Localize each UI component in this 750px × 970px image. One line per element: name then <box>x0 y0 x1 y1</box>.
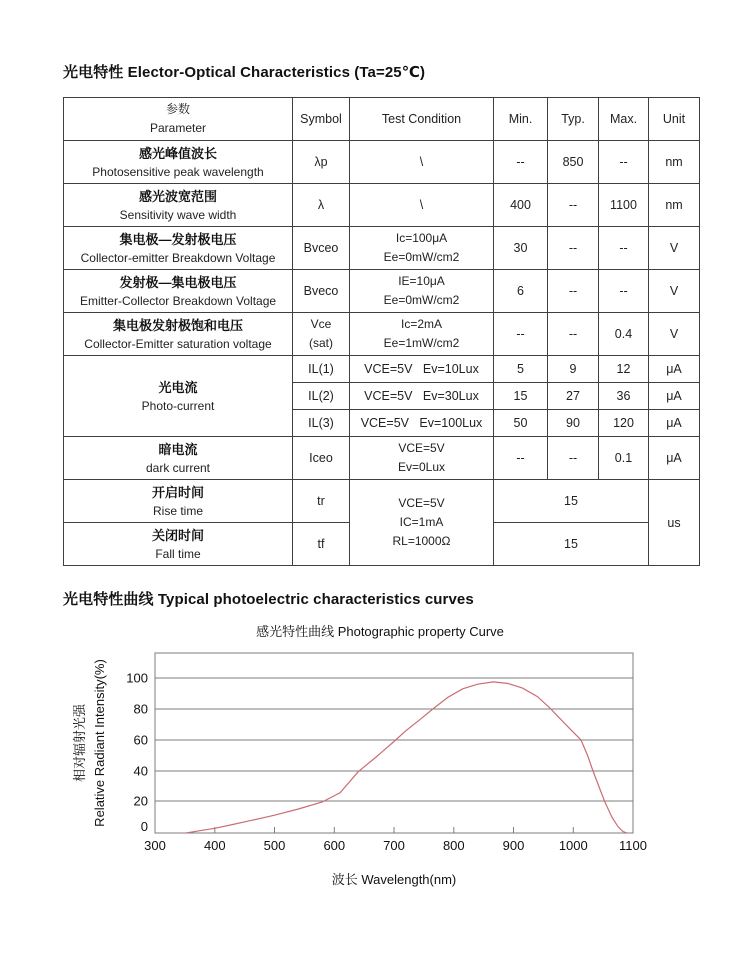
x-label-1100: 1100 <box>619 838 647 853</box>
header-test-condition: Test Condition <box>350 98 494 141</box>
param-cell: 发射极—集电极电压 Emitter-Collector Breakdown Voltage <box>64 270 293 313</box>
param-cell: 关闭时间 Fall time <box>64 523 293 566</box>
unit-cell: μA <box>649 356 700 383</box>
row-sensitivity-range <box>64 184 700 227</box>
param-cell: 集电极发射极饱和电压 Collector-Emitter saturation voltage <box>64 313 293 356</box>
x-label-900: 900 <box>502 838 525 853</box>
min-cell: -- <box>494 313 548 356</box>
y-axis-label-en: Relative Radiant Intensity(%) <box>92 659 107 827</box>
typ-cell: -- <box>548 270 599 313</box>
x-label-700: 700 <box>383 838 405 853</box>
photographic-property-chart <box>55 643 705 903</box>
response-curve <box>186 682 627 833</box>
symbol-cell: λp <box>293 141 350 184</box>
gridlines <box>155 678 633 801</box>
unit-cell: μA <box>649 437 700 480</box>
max-cell: 12 <box>599 356 649 383</box>
typ-cell: 9 <box>548 356 599 383</box>
max-cell: -- <box>599 141 649 184</box>
max-cell: 1100 <box>599 184 649 227</box>
min-cell: -- <box>494 141 548 184</box>
symbol-cell: Bveco <box>293 270 350 313</box>
row-bvceo <box>64 227 700 270</box>
y-label-20: 20 <box>133 793 148 809</box>
typ-cell: -- <box>548 227 599 270</box>
y-label-40: 40 <box>133 763 148 779</box>
header-min: Min. <box>494 98 548 141</box>
row-photocurrent-il1 <box>64 356 700 383</box>
min-cell: 15 <box>494 383 548 410</box>
typ-cell: -- <box>548 313 599 356</box>
symbol-cell: tr <box>293 480 350 523</box>
row-rise-time <box>64 480 700 523</box>
condition-cell: VCE=5V Ev=100Lux <box>350 410 494 437</box>
min-cell: 30 <box>494 227 548 270</box>
unit-cell-switching: us <box>649 480 700 566</box>
condition-cell: VCE=5V Ev=0Lux <box>350 437 494 480</box>
unit-cell: μA <box>649 383 700 410</box>
symbol-cell: IL(2) <box>293 383 350 410</box>
param-cell: 开启时间 Rise time <box>64 480 293 523</box>
param-cell-photocurrent: 光电流 Photo-current <box>64 356 293 437</box>
condition-cell: Ic=2mA Ee=1mW/cm2 <box>350 313 494 356</box>
header-parameter-en: Parameter <box>149 121 207 135</box>
header-max: Max. <box>599 98 649 141</box>
y-tick-labels <box>126 671 148 835</box>
min-cell: 6 <box>494 270 548 313</box>
x-tick-labels <box>144 838 647 853</box>
x-label-500: 500 <box>263 838 286 853</box>
unit-cell: nm <box>649 141 700 184</box>
condition-cell: VCE=5V Ev=30Lux <box>350 383 494 410</box>
row-bveco <box>64 270 700 313</box>
x-label-800: 800 <box>442 838 465 853</box>
typ-cell: 850 <box>548 141 599 184</box>
x-tick-marks <box>215 827 574 833</box>
y-label-0: 0 <box>140 819 148 834</box>
param-cell: 感光峰值波长 Photosensitive peak wavelength <box>64 141 293 184</box>
characteristics-table-wrapper <box>63 97 700 566</box>
header-typ: Typ. <box>548 98 599 141</box>
max-cell: 120 <box>599 410 649 437</box>
symbol-cell: tf <box>293 523 350 566</box>
symbol-cell: Bvceo <box>293 227 350 270</box>
min-cell: 400 <box>494 184 548 227</box>
unit-cell: V <box>649 270 700 313</box>
x-axis-label: 波长 Wavelength(nm) <box>331 872 457 887</box>
section-title-curves: 光电特性曲线 Typical photoelectric characteristics curves <box>63 591 474 608</box>
param-cell: 集电极—发射极电压 Collector-emitter Breakdown Voltage <box>64 227 293 270</box>
unit-cell: μA <box>649 410 700 437</box>
max-cell: 0.4 <box>599 313 649 356</box>
max-cell: -- <box>599 227 649 270</box>
y-label-60: 60 <box>133 732 148 748</box>
x-label-1000: 1000 <box>558 838 588 853</box>
y-label-80: 80 <box>133 701 148 717</box>
condition-cell: \ <box>350 184 494 227</box>
condition-cell: Ic=100μA Ee=0mW/cm2 <box>350 227 494 270</box>
row-peak-wavelength <box>64 141 700 184</box>
x-label-600: 600 <box>323 838 346 853</box>
y-label-100: 100 <box>126 670 148 686</box>
max-cell: -- <box>599 270 649 313</box>
typ-cell: -- <box>548 437 599 480</box>
x-label-400: 400 <box>203 838 226 853</box>
symbol-cell: IL(3) <box>293 410 350 437</box>
header-parameter-zh: 参数 <box>165 102 190 116</box>
x-label-300: 300 <box>144 838 166 853</box>
symbol-cell: λ <box>293 184 350 227</box>
header-parameter <box>64 98 293 141</box>
typ-cell: 27 <box>548 383 599 410</box>
min-cell: -- <box>494 437 548 480</box>
symbol-cell: Iceo <box>293 437 350 480</box>
table-header-row <box>64 98 700 141</box>
typ-cell: -- <box>548 184 599 227</box>
row-vce-sat <box>64 313 700 356</box>
typ-cell: 90 <box>548 410 599 437</box>
value-cell-fall: 15 <box>494 523 649 566</box>
unit-cell: V <box>649 313 700 356</box>
row-dark-current <box>64 437 700 480</box>
chart-title: 感光特性曲线 Photographic property Curve <box>256 624 504 639</box>
unit-cell: nm <box>649 184 700 227</box>
max-cell: 36 <box>599 383 649 410</box>
y-axis-label-zh: 相对辐射光强 <box>72 703 87 783</box>
plot-area <box>155 653 633 833</box>
param-cell: 感光波宽范围 Sensitivity wave width <box>64 184 293 227</box>
condition-cell: \ <box>350 141 494 184</box>
header-symbol: Symbol <box>293 98 350 141</box>
symbol-cell: IL(1) <box>293 356 350 383</box>
condition-cell: IE=10μA Ee=0mW/cm2 <box>350 270 494 313</box>
max-cell: 0.1 <box>599 437 649 480</box>
unit-cell: V <box>649 227 700 270</box>
min-cell: 5 <box>494 356 548 383</box>
header-unit: Unit <box>649 98 700 141</box>
min-cell: 50 <box>494 410 548 437</box>
symbol-cell: Vce (sat) <box>293 313 350 356</box>
value-cell-rise: 15 <box>494 480 649 523</box>
eo-characteristics-table <box>63 97 700 566</box>
section-title-electro-optical: 光电特性 Elector-Optical Characteristics (Ta=25℃) <box>63 64 426 81</box>
condition-cell: VCE=5V Ev=10Lux <box>350 356 494 383</box>
param-cell: 暗电流 dark current <box>64 437 293 480</box>
condition-cell-switching: VCE=5V IC=1mA RL=1000Ω <box>350 480 494 566</box>
